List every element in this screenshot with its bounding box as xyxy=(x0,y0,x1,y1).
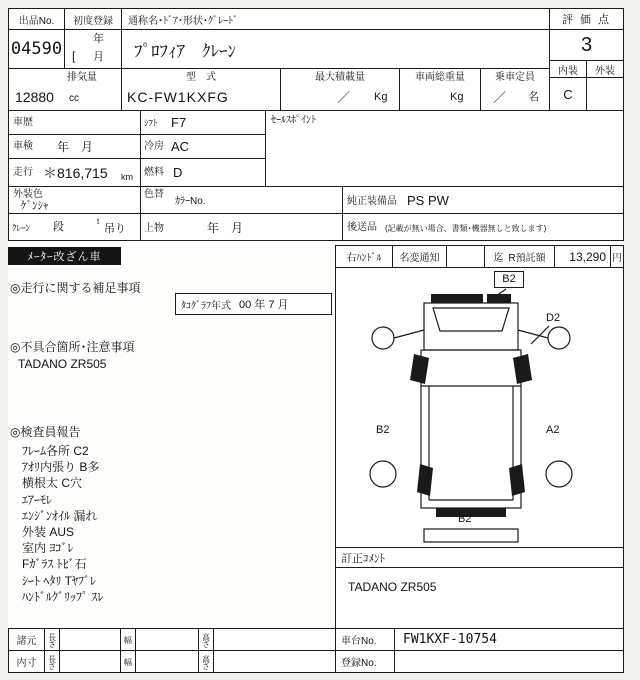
truck-top-view xyxy=(336,268,623,547)
sales-point-cell xyxy=(265,110,624,187)
interior-grade: C xyxy=(549,77,587,111)
crane-cell xyxy=(8,213,141,241)
exterior-grade-cell xyxy=(586,77,624,111)
exhibit-no-value: 04590 xyxy=(8,29,65,69)
registration-value-cell xyxy=(394,650,624,673)
equipment-value: PS PW xyxy=(407,193,449,208)
inspection-cell xyxy=(8,134,141,159)
damage-diagram xyxy=(335,267,624,548)
displacement-value: 12880 xyxy=(15,89,54,105)
name-change-label: 名変通知 xyxy=(399,253,440,264)
mileage-label: 走行 xyxy=(13,167,33,178)
equipment-cell xyxy=(342,186,624,214)
fuel-label: 燃料 xyxy=(144,167,164,178)
first-reg-cell xyxy=(64,29,122,69)
first-reg-month: 月 xyxy=(93,51,104,63)
crane-ton-label: t xyxy=(97,217,100,226)
history-label: 車歴 xyxy=(13,117,33,128)
first-reg-bracket: [ xyxy=(72,49,76,63)
width-label: 幅 xyxy=(120,628,136,651)
registration-label: 登録No. xyxy=(335,650,395,673)
correction-box xyxy=(335,547,624,629)
crane-step-label: 段 xyxy=(53,221,64,233)
inner-width-value-cell xyxy=(135,650,199,673)
mileage-value: ＊816,715 xyxy=(43,165,108,181)
gross-weight-cell xyxy=(399,68,481,111)
capacity-label: 乗車定員 xyxy=(495,72,535,83)
max-load-unit: Kg xyxy=(374,91,388,103)
mileage-note-title: ◎走行に関する補足事項 xyxy=(10,281,141,295)
body-label: 上物 xyxy=(144,223,164,234)
inner-length-label: 長さ xyxy=(44,650,60,673)
damage-mark-front: B2 xyxy=(494,271,524,288)
inspection-label: 車検 xyxy=(13,141,33,152)
yen-label: 円 xyxy=(612,253,622,264)
damage-mark-right-front: D2 xyxy=(546,312,561,324)
inner-dim-label: 内寸 xyxy=(8,650,45,673)
gross-weight-label: 車両総重量 xyxy=(415,72,465,83)
inspector-item: 外装 AUS xyxy=(22,525,75,540)
fuel-value: D xyxy=(173,165,183,180)
exterior-color-value: ｹﾞﾝｼｬ xyxy=(21,200,49,212)
meter-tampered-badge: ﾒｰﾀｰ改ざん車 xyxy=(8,247,121,265)
name-change-date-box xyxy=(447,246,485,267)
inner-length-value-cell xyxy=(59,650,121,673)
displacement-label: 排気量 xyxy=(67,72,97,83)
chassis-label: 車台No. xyxy=(335,628,395,651)
length-label: 長さ xyxy=(44,628,60,651)
displacement-cell xyxy=(8,68,122,111)
until-label: 迄 xyxy=(493,253,504,264)
inner-height-value-cell xyxy=(213,650,336,673)
shift-cell xyxy=(140,110,266,135)
inspector-item: ｱｵﾘ内張り B多 xyxy=(22,460,100,475)
capacity-slash: ／ xyxy=(493,90,507,105)
body-cell xyxy=(140,213,343,241)
shift-label: ｼﾌﾄ xyxy=(144,118,158,128)
damage-mark-left-side: B2 xyxy=(376,424,390,436)
height-label: 高さ xyxy=(198,628,214,651)
steering-label: 右ﾊﾝﾄﾞﾙ xyxy=(346,253,382,264)
max-load-slash: ／ xyxy=(337,90,351,105)
equipment-label: 純正装備品 xyxy=(347,196,397,207)
inspector-item: ﾌﾚｰﾑ各所 C2 xyxy=(22,444,89,458)
height-value-cell xyxy=(213,628,336,651)
yen-cell xyxy=(611,246,623,267)
deposit-label-cell xyxy=(485,246,555,267)
body-value: 年 月 xyxy=(207,221,244,235)
inner-width-label: 幅 xyxy=(120,650,136,673)
width-value-cell xyxy=(135,628,199,651)
later-items-label: 後送品 xyxy=(347,222,377,233)
model-value: KC-FW1KXFG xyxy=(127,89,229,105)
deposit-label: R預託額 xyxy=(508,253,546,264)
fuel-cell xyxy=(140,158,266,187)
model-cell xyxy=(121,68,281,111)
cooling-label: 冷房 xyxy=(144,141,164,152)
color-no-label: ｶﾗｰNo. xyxy=(175,196,206,207)
score-value: 3 xyxy=(549,29,624,61)
name-header: 通称名･ﾄﾞｱ･形状･ｸﾞﾚｰﾄﾞ xyxy=(121,8,550,30)
tachograph-box xyxy=(175,293,332,315)
score-label: 評 価 点 xyxy=(549,8,624,30)
tachograph-label: ﾀｺｸﾞﾗﾌ年式 xyxy=(181,300,231,312)
gross-weight-unit: Kg xyxy=(450,91,464,103)
inner-height-label: 高さ xyxy=(198,650,214,673)
crane-label: ｸﾚｰﾝ xyxy=(12,223,31,233)
inspector-item: ｼｰﾄ ﾍﾀﾘ Tﾔﾌﾞﾚ xyxy=(22,573,96,588)
mileage-unit: km xyxy=(121,172,133,182)
later-items-cell xyxy=(342,213,624,241)
shift-value: F7 xyxy=(171,115,187,130)
damage-mark-right-side: A2 xyxy=(546,424,560,436)
max-load-label: 最大積載量 xyxy=(315,72,365,83)
exterior-color-cell xyxy=(8,186,141,214)
inspector-item: 室内 ﾖｺﾞﾚ xyxy=(22,541,74,556)
capacity-unit: 名 xyxy=(528,91,539,103)
steering-cell xyxy=(336,246,393,267)
inspector-report-list xyxy=(22,443,103,605)
deposit-value: 13,290 xyxy=(569,249,606,264)
defects-value: TADANO ZR505 xyxy=(18,357,107,371)
sales-point-label: ｾｰﾙｽﾎﾟｲﾝﾄ xyxy=(271,115,316,126)
damage-mark-rear: B2 xyxy=(458,513,472,525)
model-label: 型 式 xyxy=(186,72,216,83)
exterior-label: 外装 xyxy=(586,60,624,78)
later-items-note: (記載が無い場合、書類･機器無しと致します) xyxy=(385,224,547,233)
chassis-value: FW1KXF-10754 xyxy=(394,628,624,651)
inspector-item: ｴﾝｼﾞﾝｵｲﾙ 漏れ xyxy=(22,508,98,523)
defects-title: ◎不具合箇所･注意事項 xyxy=(10,340,135,354)
deposit-value-cell xyxy=(555,246,611,267)
exhibit-no-label: 出品No. xyxy=(8,8,65,30)
first-reg-label: 初度登録 xyxy=(64,8,122,30)
cooling-cell xyxy=(140,134,266,159)
cooling-value: AC xyxy=(171,139,190,154)
name-change-cell xyxy=(393,246,447,267)
crane-lift-label: 吊り xyxy=(104,223,126,235)
correction-value: TADANO ZR505 xyxy=(348,580,437,594)
inspector-title: ◎検査員報告 xyxy=(10,425,81,439)
exterior-color-label: 外装色 xyxy=(13,189,43,200)
length-value-cell xyxy=(59,628,121,651)
displacement-unit: cc xyxy=(69,93,79,104)
handle-deposit-row xyxy=(335,245,624,268)
inspector-item: Fｶﾞﾗｽ ﾄﾋﾞ石 xyxy=(22,557,87,572)
correction-title: 訂正ｺﾒﾝﾄ xyxy=(336,548,623,568)
capacity-cell xyxy=(480,68,550,111)
color-change-cell xyxy=(140,186,343,214)
first-reg-year: 年 xyxy=(93,33,104,45)
tachograph-value: 00 年 7 月 xyxy=(239,299,289,311)
history-cell xyxy=(8,110,141,135)
interior-label: 内装 xyxy=(549,60,587,78)
inspection-value: 年 月 xyxy=(57,140,94,154)
mileage-cell xyxy=(8,158,141,187)
max-load-cell xyxy=(280,68,400,111)
color-change-label: 色替 xyxy=(144,189,164,200)
inspector-item: ｴｱｰﾓﾚ xyxy=(22,492,53,507)
inspector-item: ﾊﾝﾄﾞﾙｸﾞﾘｯﾌﾟ ｽﾚ xyxy=(22,589,104,604)
dimensions-label: 諸元 xyxy=(8,628,45,651)
vehicle-name: ﾌﾟﾛﾌｨｱ ｸﾚｰﾝ xyxy=(121,29,550,69)
inspector-item: 横根太 C穴 xyxy=(22,476,83,491)
